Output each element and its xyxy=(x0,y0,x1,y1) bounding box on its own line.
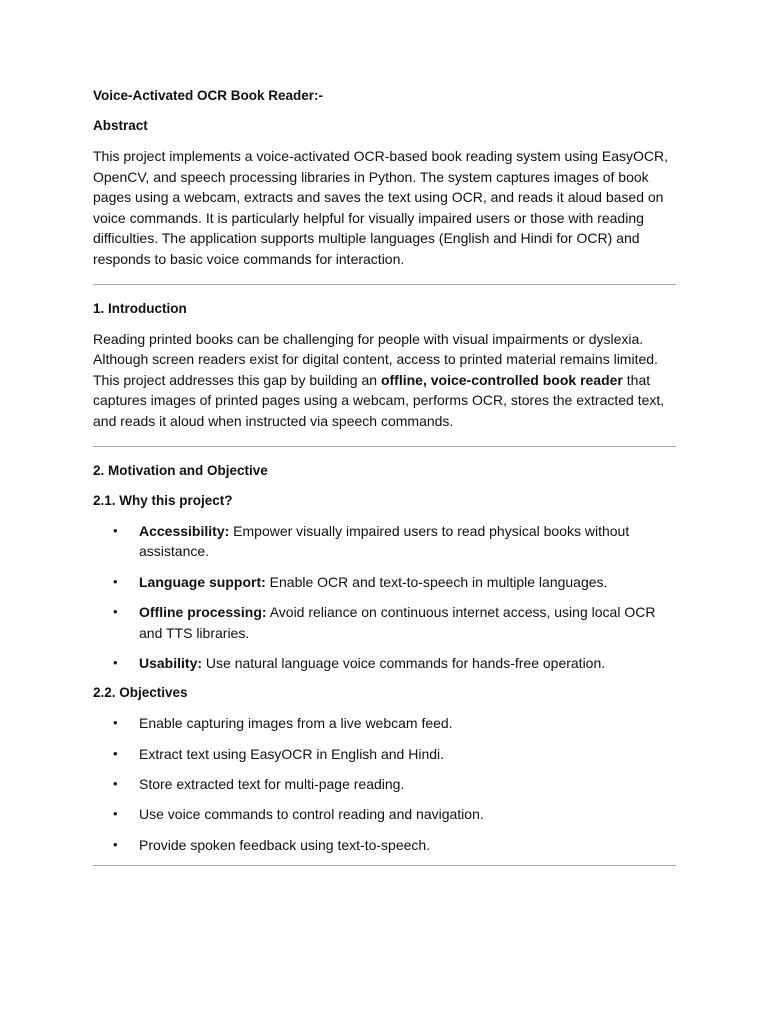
list-item-term: Offline processing: xyxy=(139,603,267,620)
list-item-text: Store extracted text for multi-page reading. xyxy=(139,776,405,793)
list-item xyxy=(93,602,676,643)
list-item xyxy=(93,744,676,765)
list-item xyxy=(93,521,676,562)
list-item-text: Empower visually impaired users to read physical books without assistance. xyxy=(139,522,630,560)
list-item xyxy=(93,804,676,825)
introduction-text-emphasis: offline, voice-controlled book reader xyxy=(380,371,623,388)
document-content xyxy=(93,86,676,880)
objectives-list xyxy=(93,713,676,855)
bullet-icon: • xyxy=(113,776,118,792)
section-divider xyxy=(93,284,676,285)
list-item-text: Use voice commands to control reading and navigation. xyxy=(139,806,484,823)
list-item xyxy=(93,653,676,674)
why-list xyxy=(93,521,676,674)
bullet-icon: • xyxy=(113,836,118,852)
bullet-icon: • xyxy=(113,745,118,761)
list-item xyxy=(93,572,676,593)
list-item-text: Use natural language voice commands for hands-free operation. xyxy=(202,654,606,671)
bullet-icon: • xyxy=(113,603,118,619)
bullet-icon: • xyxy=(113,522,118,538)
abstract-heading: Abstract xyxy=(93,118,148,133)
section-divider xyxy=(93,446,676,447)
list-item-text: Avoid reliance on continuous internet access, using local OCR and TTS libraries. xyxy=(139,603,656,641)
list-item-term: Accessibility: xyxy=(139,522,230,539)
document-title: Voice-Activated OCR Book Reader:- xyxy=(93,88,324,103)
list-item xyxy=(93,774,676,795)
bullet-icon: • xyxy=(113,806,118,822)
list-item-term: Language support: xyxy=(139,573,266,590)
bullet-icon: • xyxy=(113,715,118,731)
motivation-heading: 2. Motivation and Objective xyxy=(93,462,268,478)
list-item-text: Provide spoken feedback using text-to-speech. xyxy=(139,836,431,853)
introduction-text-part: that captures images of printed pages using a webcam, performs OCR, stores the extracted text, and reads it aloud when instructed via speech commands. xyxy=(93,371,665,429)
list-item-text: Extract text using EasyOCR in English and Hindi. xyxy=(139,745,445,762)
why-heading: 2.1. Why this project? xyxy=(93,492,233,508)
list-item-text: Enable capturing images from a live webcam feed. xyxy=(139,715,453,732)
list-item xyxy=(93,713,676,734)
introduction-text-part: Reading printed books can be challenging for people with visual impairments or dyslexia. Although screen readers exist for digital content, access to printed material remains limited. This project addresses this gap by building an xyxy=(93,330,658,388)
objectives-heading: 2.2. Objectives xyxy=(93,685,188,701)
abstract-text: This project implements a voice-activated OCR-based book reading system using EasyOCR, OpenCV, and speech processing libraries in Python. The system captures images of book pages using a webcam, extracts and saves the text using OCR, and reads it aloud based on voice commands. It is particularly helpful for visually impaired users or those with reading difficulties. The application supports multiple languages (English and Hindi for OCR) and responds to basic voice commands for interaction. xyxy=(93,148,669,267)
list-item xyxy=(93,835,676,856)
list-item-term: Usability: xyxy=(139,654,203,671)
list-item-text: Enable OCR and text-to-speech in multiple languages. xyxy=(265,573,608,590)
introduction-text xyxy=(93,329,676,432)
introduction-heading: 1. Introduction xyxy=(93,300,187,316)
bullet-icon: • xyxy=(113,573,118,589)
section-divider xyxy=(93,865,676,866)
bullet-icon: • xyxy=(113,654,118,670)
